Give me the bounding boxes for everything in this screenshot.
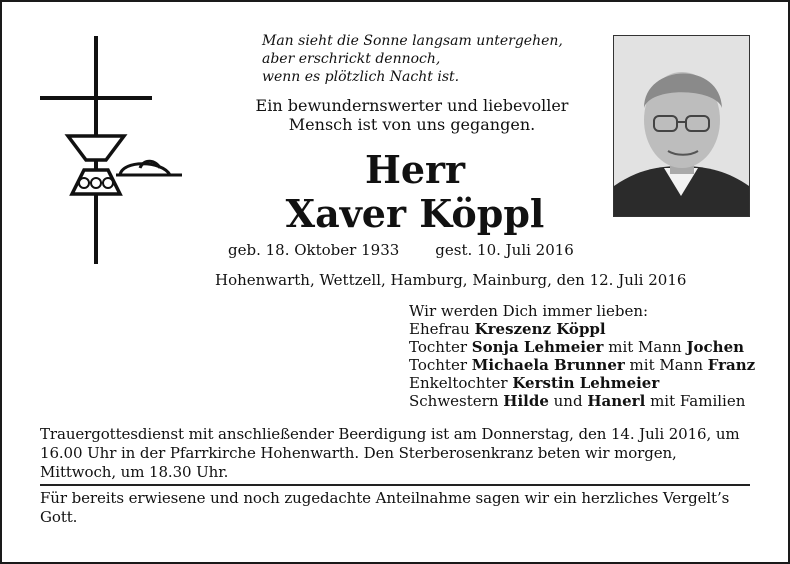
family-line (409, 338, 755, 356)
family-line (409, 392, 755, 410)
poem (262, 32, 602, 86)
relation-label: mit Mann (603, 338, 687, 356)
relative-name: Kerstin Lehmeier (512, 374, 660, 392)
intro-text (212, 96, 612, 134)
poem-line: wenn es plötzlich Nacht ist. (262, 69, 460, 85)
place-and-date: Hohenwarth, Wettzell, Hamburg, Mainburg, den 12. Juli 2016 (215, 271, 687, 289)
thanks-note: Für bereits erwiesene und noch zugedachte Anteilnahme sagen wir ein herzliches Vergelt’s Gott. (40, 489, 730, 526)
intro-line: Mensch ist von uns gegangen. (288, 115, 536, 134)
poem-line: aber erschrickt dennoch, (262, 51, 441, 67)
relative-name: Kreszenz Köppl (474, 320, 606, 338)
relation-label: Tochter (409, 338, 472, 356)
salutation: Herr (364, 147, 466, 192)
family-line (409, 374, 755, 392)
funeral-service-notice: Trauergottesdienst mit anschließender Beerdigung ist am Donnerstag, den 14. Juli 2016, um 16.00 Uhr in der Pfarrkirche Hohenwarth. Den Sterberosenkranz beten wir morgen, Mittwoch, um 18.30 Uhr. (40, 425, 740, 481)
poem-line: Man sieht die Sonne langsam untergehen, (262, 33, 563, 49)
divider (40, 484, 750, 486)
relative-name: Sonja Lehmeier (471, 338, 604, 356)
relation-label: Schwestern (409, 392, 504, 410)
family-list (409, 302, 755, 410)
family-line (409, 356, 755, 374)
relative-name: Michaela Brunner (471, 356, 625, 374)
family-heading: Wir werden Dich immer lieben: (409, 302, 649, 320)
relation-label: Ehefrau (409, 320, 475, 338)
life-dates (228, 241, 574, 259)
relative-name: Jochen (686, 338, 745, 356)
birth-date: geb. 18. Oktober 1933 (228, 241, 400, 259)
portrait-photo (613, 35, 750, 217)
deceased-name-block (195, 148, 635, 236)
relative-name: Franz (707, 356, 756, 374)
relative-name: Hilde (503, 392, 549, 410)
relation-label: mit Familien (645, 392, 746, 410)
relation-label: Enkeltochter (409, 374, 513, 392)
family-line (409, 320, 755, 338)
deceased-name: Xaver Köppl (285, 191, 545, 236)
intro-line: Ein bewundernswerter und liebevoller (255, 96, 569, 115)
relation-label: mit Mann (624, 356, 708, 374)
cross-chalice-icon (36, 32, 186, 272)
relation-label: Tochter (409, 356, 472, 374)
relative-name: Hanerl (587, 392, 646, 410)
relation-label: und (548, 392, 588, 410)
death-date: gest. 10. Juli 2016 (435, 241, 574, 259)
